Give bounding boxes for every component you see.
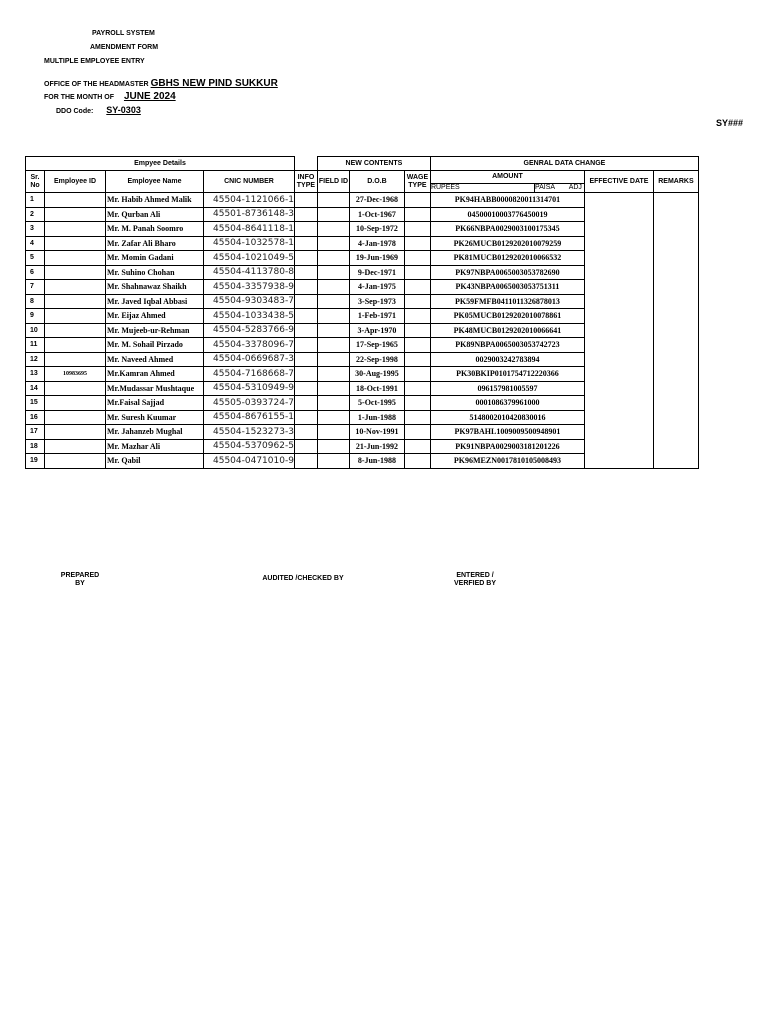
- amount-cell: PK66NBPA0029003100175345: [430, 222, 584, 237]
- info-type-cell: [294, 309, 317, 324]
- table-row: [26, 265, 699, 280]
- info-type-cell: [294, 352, 317, 367]
- info-type-cell: [294, 454, 317, 469]
- info-type-cell: [294, 222, 317, 237]
- sr-no-cell: 3: [26, 222, 45, 237]
- employee-name-cell: Mr. M. Panah Soomro: [106, 222, 204, 237]
- wage-type-cell: [404, 439, 430, 454]
- effective-date-cell: [584, 454, 653, 469]
- employee-id-cell: [45, 222, 106, 237]
- employee-id-cell: [45, 396, 106, 411]
- ddo-label: DDO Code:: [56, 108, 94, 115]
- dob-cell: 9-Dec-1971: [349, 265, 404, 280]
- effective-date-cell: [584, 251, 653, 266]
- remarks-cell: [653, 396, 698, 411]
- cnic-cell: 45504-1121066-1: [204, 193, 295, 208]
- table-row: [26, 381, 699, 396]
- amount-cell: 0001086379961000: [430, 396, 584, 411]
- wage-type-cell: [404, 280, 430, 295]
- col-employee-name: Employee Name: [106, 171, 204, 193]
- amount-cell: PK81MUCB0129202010066532: [430, 251, 584, 266]
- employee-name-cell: Mr. Javed Iqbal Abbasi: [106, 294, 204, 309]
- employee-id-cell: [45, 381, 106, 396]
- field-id-cell: [317, 207, 349, 222]
- dob-cell: 8-Jun-1988: [349, 454, 404, 469]
- sr-no-cell: 14: [26, 381, 45, 396]
- col-effective-date: EFFECTIVE DATE: [584, 171, 653, 193]
- dob-cell: 17-Sep-1965: [349, 338, 404, 353]
- employee-id-cell: [45, 236, 106, 251]
- cnic-cell: 45504-4113780-8: [204, 265, 295, 280]
- wage-type-cell: [404, 294, 430, 309]
- group-general-data: GENRAL DATA CHANGE: [430, 157, 698, 171]
- effective-date-cell: [584, 265, 653, 280]
- month-row: [44, 91, 176, 102]
- employee-name-cell: Mr. Mazhar Ali: [106, 439, 204, 454]
- employee-id-cell: [45, 338, 106, 353]
- col-employee-id: Employee ID: [45, 171, 106, 193]
- employee-name-cell: Mr. Naveed Ahmed: [106, 352, 204, 367]
- wage-type-cell: [404, 309, 430, 324]
- table-row: [26, 309, 699, 324]
- col-remarks: REMARKS: [653, 171, 698, 193]
- employee-id-cell: [45, 323, 106, 338]
- info-type-cell: [294, 439, 317, 454]
- remarks-cell: [653, 222, 698, 237]
- wage-type-cell: [404, 222, 430, 237]
- field-id-cell: [317, 323, 349, 338]
- dob-cell: 30-Aug-1995: [349, 367, 404, 382]
- sr-no-cell: 6: [26, 265, 45, 280]
- employee-name-cell: Mr. Suhino Chohan: [106, 265, 204, 280]
- effective-date-cell: [584, 396, 653, 411]
- info-type-cell: [294, 294, 317, 309]
- employee-name-cell: Mr. Qabil: [106, 454, 204, 469]
- col-cnic: CNIC NUMBER: [204, 171, 295, 193]
- dob-cell: 10-Sep-1972: [349, 222, 404, 237]
- sr-no-cell: 9: [26, 309, 45, 324]
- amount-cell: PK26MUCB0129202010079259: [430, 236, 584, 251]
- table-row: [26, 193, 699, 208]
- employee-name-cell: Mr. Zafar Ali Bharo: [106, 236, 204, 251]
- wage-type-cell: [404, 425, 430, 440]
- amount-cell: PK97BAHL1009009500948901: [430, 425, 584, 440]
- cnic-cell: 45504-5283766-9: [204, 323, 295, 338]
- remarks-cell: [653, 280, 698, 295]
- remarks-cell: [653, 236, 698, 251]
- col-info-type: INFO TYPE: [294, 171, 317, 193]
- amount-cell: PK59FMFB0411011326878013: [430, 294, 584, 309]
- info-type-cell: [294, 323, 317, 338]
- effective-date-cell: [584, 381, 653, 396]
- employee-name-cell: Mr. Habib Ahmed Malik: [106, 193, 204, 208]
- employee-name-cell: Mr. Eijaz Ahmed: [106, 309, 204, 324]
- table-row: [26, 439, 699, 454]
- cnic-cell: 45504-8641118-1: [204, 222, 295, 237]
- col-wage-type: WAGE TYPE: [404, 171, 430, 193]
- amount-cell: PK94HABB0000820011314701: [430, 193, 584, 208]
- wage-type-cell: [404, 454, 430, 469]
- office-row: [44, 78, 278, 89]
- cnic-cell: 45504-9303483-7: [204, 294, 295, 309]
- group-new-contents: NEW CONTENTS: [317, 157, 430, 171]
- amount-cell: 096157981005597: [430, 381, 584, 396]
- office-label: OFFICE OF THE HEADMASTER: [44, 81, 149, 88]
- remarks-cell: [653, 367, 698, 382]
- sr-no-cell: 11: [26, 338, 45, 353]
- wage-type-cell: [404, 207, 430, 222]
- cnic-cell: 45504-1032578-1: [204, 236, 295, 251]
- dob-cell: 19-Jun-1969: [349, 251, 404, 266]
- sr-no-cell: 4: [26, 236, 45, 251]
- entry-title: MULTIPLE EMPLOYEE ENTRY: [44, 58, 145, 65]
- form-title: AMENDMENT FORM: [90, 44, 159, 51]
- sr-no-cell: 8: [26, 294, 45, 309]
- effective-date-cell: [584, 294, 653, 309]
- remarks-cell: [653, 294, 698, 309]
- sr-no-cell: 19: [26, 454, 45, 469]
- remarks-cell: [653, 454, 698, 469]
- info-type-cell: [294, 207, 317, 222]
- amount-cell: 5148002010420830016: [430, 410, 584, 425]
- field-id-cell: [317, 396, 349, 411]
- wage-type-cell: [404, 323, 430, 338]
- info-type-cell: [294, 367, 317, 382]
- amount-cell: PK97NBPA0065003053782690: [430, 265, 584, 280]
- info-type-cell: [294, 396, 317, 411]
- col-dob: D.O.B: [349, 171, 404, 193]
- effective-date-cell: [584, 193, 653, 208]
- wage-type-cell: [404, 396, 430, 411]
- amount-cell: PK96MEZN0017810105008493: [430, 454, 584, 469]
- cnic-cell: 45504-1033438-5: [204, 309, 295, 324]
- info-type-cell: [294, 410, 317, 425]
- cnic-cell: 45504-1021049-5: [204, 251, 295, 266]
- sr-no-cell: 7: [26, 280, 45, 295]
- field-id-cell: [317, 222, 349, 237]
- info-type-cell: [294, 425, 317, 440]
- effective-date-cell: [584, 367, 653, 382]
- group-employee-details: Empyee Details: [26, 157, 295, 171]
- effective-date-cell: [584, 323, 653, 338]
- effective-date-cell: [584, 410, 653, 425]
- table-row: [26, 410, 699, 425]
- cnic-cell: 45504-1523273-3: [204, 425, 295, 440]
- employee-name-cell: Mr. Suresh Kuumar: [106, 410, 204, 425]
- dob-cell: 3-Sep-1973: [349, 294, 404, 309]
- field-id-cell: [317, 309, 349, 324]
- remarks-cell: [653, 309, 698, 324]
- amount-cell: PK48MUCB0129202010066641: [430, 323, 584, 338]
- table-row: [26, 236, 699, 251]
- employee-name-cell: Mr. Jahanzeb Mughal: [106, 425, 204, 440]
- sr-no-cell: 16: [26, 410, 45, 425]
- sr-no-cell: 15: [26, 396, 45, 411]
- remarks-cell: [653, 265, 698, 280]
- amendment-table: [25, 156, 699, 469]
- system-title: PAYROLL SYSTEM: [92, 30, 155, 37]
- wage-type-cell: [404, 251, 430, 266]
- field-id-cell: [317, 439, 349, 454]
- field-id-cell: [317, 193, 349, 208]
- remarks-cell: [653, 410, 698, 425]
- amount-cell: PK91NBPA0029003181201226: [430, 439, 584, 454]
- employee-id-cell: [45, 454, 106, 469]
- wage-type-cell: [404, 410, 430, 425]
- field-id-cell: [317, 367, 349, 382]
- remarks-cell: [653, 251, 698, 266]
- sr-no-cell: 13: [26, 367, 45, 382]
- field-id-cell: [317, 338, 349, 353]
- cnic-cell: 45504-5310949-9: [204, 381, 295, 396]
- month-value: JUNE 2024: [123, 91, 176, 102]
- dob-cell: 1-Jun-1988: [349, 410, 404, 425]
- info-type-cell: [294, 236, 317, 251]
- table-row: [26, 251, 699, 266]
- effective-date-cell: [584, 425, 653, 440]
- field-id-cell: [317, 251, 349, 266]
- sr-no-cell: 17: [26, 425, 45, 440]
- table-row: [26, 323, 699, 338]
- dob-cell: 22-Sep-1998: [349, 352, 404, 367]
- amount-cell: 04500010003776450019: [430, 207, 584, 222]
- sr-no-cell: 18: [26, 439, 45, 454]
- amount-cell: 0029003242783894: [430, 352, 584, 367]
- dob-cell: 10-Nov-1991: [349, 425, 404, 440]
- wage-type-cell: [404, 367, 430, 382]
- employee-id-cell: [45, 207, 106, 222]
- employee-name-cell: Mr. M. Sohail Pirzado: [106, 338, 204, 353]
- sr-no-cell: 12: [26, 352, 45, 367]
- effective-date-cell: [584, 338, 653, 353]
- dob-cell: 3-Apr-1970: [349, 323, 404, 338]
- office-value: GBHS NEW PIND SUKKUR: [150, 78, 278, 89]
- dob-cell: 1-Oct-1967: [349, 207, 404, 222]
- employee-id-cell: [45, 439, 106, 454]
- remarks-cell: [653, 338, 698, 353]
- field-id-cell: [317, 381, 349, 396]
- effective-date-cell: [584, 236, 653, 251]
- col-amount: AMOUNT: [430, 171, 584, 184]
- cnic-cell: 45504-0669687-3: [204, 352, 295, 367]
- sy-code: SY###: [716, 118, 744, 128]
- employee-name-cell: Mr.Faisal Sajjad: [106, 396, 204, 411]
- table-row: [26, 338, 699, 353]
- wage-type-cell: [404, 236, 430, 251]
- effective-date-cell: [584, 309, 653, 324]
- info-type-cell: [294, 193, 317, 208]
- col-field-id: FIELD ID: [317, 171, 349, 193]
- table-row: [26, 352, 699, 367]
- field-id-cell: [317, 454, 349, 469]
- sr-no-cell: 10: [26, 323, 45, 338]
- remarks-cell: [653, 323, 698, 338]
- dob-cell: 18-Oct-1991: [349, 381, 404, 396]
- cnic-cell: 45504-7168668-7: [204, 367, 295, 382]
- employee-name-cell: Mr.Kamran Ahmed: [106, 367, 204, 382]
- table-row: [26, 280, 699, 295]
- dob-cell: 1-Feb-1971: [349, 309, 404, 324]
- effective-date-cell: [584, 352, 653, 367]
- amount-cell: PK05MUCB0129202010078861: [430, 309, 584, 324]
- table-row: [26, 367, 699, 382]
- employee-name-cell: Mr. Momin Gadani: [106, 251, 204, 266]
- amount-cell: PK43NBPA0065003053751311: [430, 280, 584, 295]
- effective-date-cell: [584, 439, 653, 454]
- dob-cell: 27-Dec-1968: [349, 193, 404, 208]
- cnic-cell: 45504-3378096-7: [204, 338, 295, 353]
- table-row: [26, 294, 699, 309]
- employee-id-cell: [45, 352, 106, 367]
- dob-cell: 4-Jan-1978: [349, 236, 404, 251]
- sr-no-cell: 5: [26, 251, 45, 266]
- employee-name-cell: Mr. Shahnawaz Shaikh: [106, 280, 204, 295]
- info-type-cell: [294, 251, 317, 266]
- field-id-cell: [317, 265, 349, 280]
- cnic-cell: 45504-8676155-1: [204, 410, 295, 425]
- remarks-cell: [653, 207, 698, 222]
- remarks-cell: [653, 193, 698, 208]
- table-row: [26, 222, 699, 237]
- info-type-cell: [294, 338, 317, 353]
- dob-cell: 21-Jun-1992: [349, 439, 404, 454]
- prepared-by: PREPARED BY: [60, 572, 100, 587]
- amount-cell: PK30BKIP0101754712220366: [430, 367, 584, 382]
- wage-type-cell: [404, 338, 430, 353]
- month-label: FOR THE MONTH OF: [44, 94, 114, 101]
- employee-id-cell: 10983695: [45, 367, 106, 382]
- field-id-cell: [317, 425, 349, 440]
- col-sr-no: Sr. No: [26, 171, 45, 193]
- sr-no-cell: 1: [26, 193, 45, 208]
- employee-id-cell: [45, 294, 106, 309]
- audited-by: AUDITED /CHECKED BY: [262, 575, 344, 582]
- col-paisa: PAISA: [534, 184, 556, 191]
- dob-cell: 4-Jan-1975: [349, 280, 404, 295]
- effective-date-cell: [584, 222, 653, 237]
- wage-type-cell: [404, 352, 430, 367]
- col-adj: ADJ: [556, 184, 584, 193]
- employee-id-cell: [45, 425, 106, 440]
- employee-id-cell: [45, 251, 106, 266]
- remarks-cell: [653, 381, 698, 396]
- info-type-cell: [294, 265, 317, 280]
- cnic-cell: 45504-3357938-9: [204, 280, 295, 295]
- employee-name-cell: Mr.Mudassar Mushtaque: [106, 381, 204, 396]
- effective-date-cell: [584, 207, 653, 222]
- employee-name-cell: Mr. Mujeeb-ur-Rehman: [106, 323, 204, 338]
- wage-type-cell: [404, 381, 430, 396]
- amount-cell: PK89NBPA0065003053742723: [430, 338, 584, 353]
- table-body: [26, 193, 699, 469]
- table-row: [26, 454, 699, 469]
- table-row: [26, 425, 699, 440]
- ddo-value: SY-0303: [106, 105, 141, 115]
- dob-cell: 5-Oct-1995: [349, 396, 404, 411]
- sr-no-cell: 2: [26, 207, 45, 222]
- field-id-cell: [317, 294, 349, 309]
- entered-by: ENTERED / VERFIED BY: [453, 572, 496, 587]
- info-type-cell: [294, 381, 317, 396]
- cnic-cell: 45504-0471010-9: [204, 454, 295, 469]
- field-id-cell: [317, 352, 349, 367]
- employee-name-cell: Mr. Qurban Ali: [106, 207, 204, 222]
- col-rupees: RUPEES: [430, 184, 534, 193]
- employee-id-cell: [45, 280, 106, 295]
- table-row: [26, 207, 699, 222]
- employee-id-cell: [45, 309, 106, 324]
- employee-id-cell: [45, 193, 106, 208]
- cnic-cell: 45504-5370962-5: [204, 439, 295, 454]
- field-id-cell: [317, 410, 349, 425]
- employee-id-cell: [45, 265, 106, 280]
- wage-type-cell: [404, 193, 430, 208]
- field-id-cell: [317, 280, 349, 295]
- info-type-cell: [294, 280, 317, 295]
- wage-type-cell: [404, 265, 430, 280]
- cnic-cell: 45505-0393724-7: [204, 396, 295, 411]
- employee-id-cell: [45, 410, 106, 425]
- table-row: [26, 396, 699, 411]
- remarks-cell: [653, 352, 698, 367]
- ddo-row: [56, 105, 141, 115]
- remarks-cell: [653, 439, 698, 454]
- cnic-cell: 45501-8736148-3: [204, 207, 295, 222]
- field-id-cell: [317, 236, 349, 251]
- remarks-cell: [653, 425, 698, 440]
- effective-date-cell: [584, 280, 653, 295]
